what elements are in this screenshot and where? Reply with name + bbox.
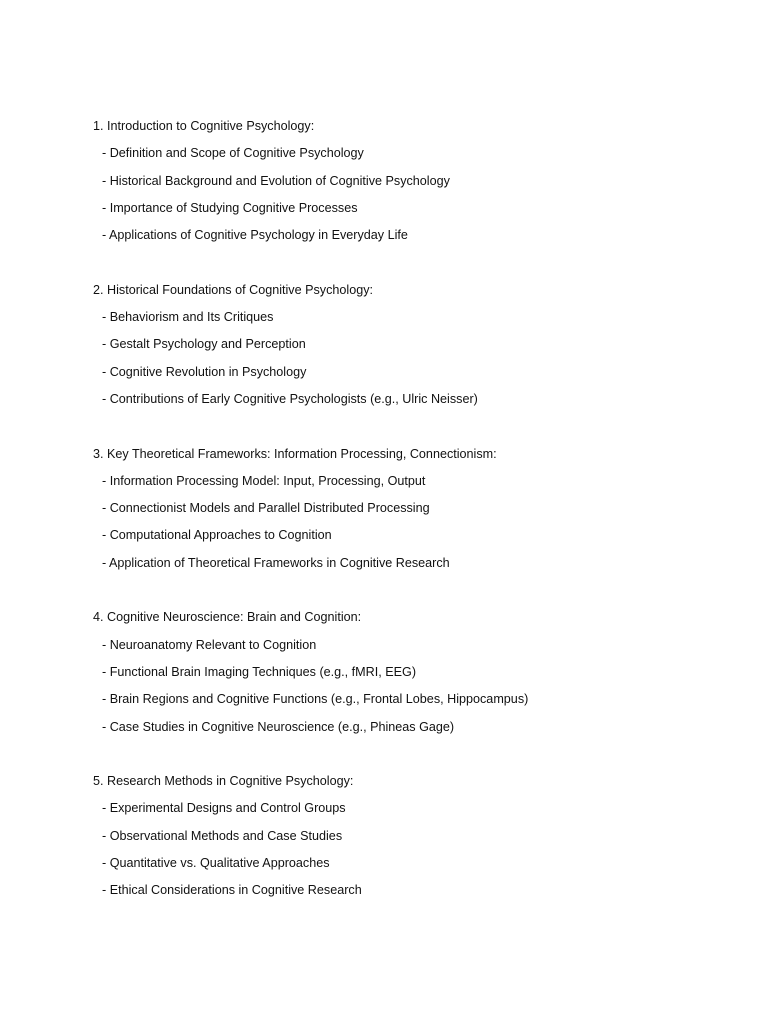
list-item: - Gestalt Psychology and Perception	[102, 337, 306, 352]
list-item: - Brain Regions and Cognitive Functions (e.g., Frontal Lobes, Hippocampus)	[102, 692, 529, 707]
section-spacer	[93, 249, 733, 276]
section-1	[93, 113, 733, 249]
section-heading: 1. Introduction to Cognitive Psychology:	[93, 119, 315, 133]
list-item: - Contributions of Early Cognitive Psychologists (e.g., Ulric Neisser)	[102, 391, 478, 406]
section-heading: 3. Key Theoretical Frameworks: Information Processing, Connectionism:	[93, 446, 497, 461]
section-5	[93, 768, 733, 904]
list-item: - Experimental Designs and Control Groups	[102, 801, 346, 816]
list-item: - Behaviorism and Its Critiques	[102, 310, 274, 325]
list-item: - Ethical Considerations in Cognitive Research	[102, 883, 362, 898]
list-item: - Computational Approaches to Cognition	[102, 528, 332, 543]
list-item: - Functional Brain Imaging Techniques (e.g., fMRI, EEG)	[102, 664, 417, 679]
list-item: - Historical Background and Evolution of Cognitive Psychology	[102, 173, 450, 188]
section-heading: 5. Research Methods in Cognitive Psychology:	[93, 774, 354, 789]
list-item: - Importance of Studying Cognitive Processes	[102, 200, 358, 215]
list-item: - Connectionist Models and Parallel Distributed Processing	[102, 501, 430, 516]
list-item: - Observational Methods and Case Studies	[102, 828, 343, 843]
section-heading: 2. Historical Foundations of Cognitive Psychology:	[93, 282, 374, 297]
section-3	[93, 441, 733, 577]
section-spacer	[93, 577, 733, 604]
section-4	[93, 604, 733, 740]
list-item: - Quantitative vs. Qualitative Approaches	[102, 856, 330, 871]
section-spacer	[93, 741, 733, 768]
list-item: - Neuroanatomy Relevant to Cognition	[102, 637, 317, 652]
list-item: - Applications of Cognitive Psychology in Everyday Life	[102, 228, 408, 243]
section-spacer	[93, 413, 733, 440]
list-item: - Definition and Scope of Cognitive Psychology	[102, 146, 364, 161]
list-item: - Application of Theoretical Frameworks in Cognitive Research	[102, 555, 450, 570]
document-page	[93, 113, 733, 905]
list-item: - Information Processing Model: Input, Processing, Output	[102, 473, 426, 488]
section-2	[93, 277, 733, 413]
list-item: - Cognitive Revolution in Psychology	[102, 364, 307, 379]
section-heading: 4. Cognitive Neuroscience: Brain and Cognition:	[93, 610, 362, 625]
list-item: - Case Studies in Cognitive Neuroscience (e.g., Phineas Gage)	[102, 719, 455, 734]
